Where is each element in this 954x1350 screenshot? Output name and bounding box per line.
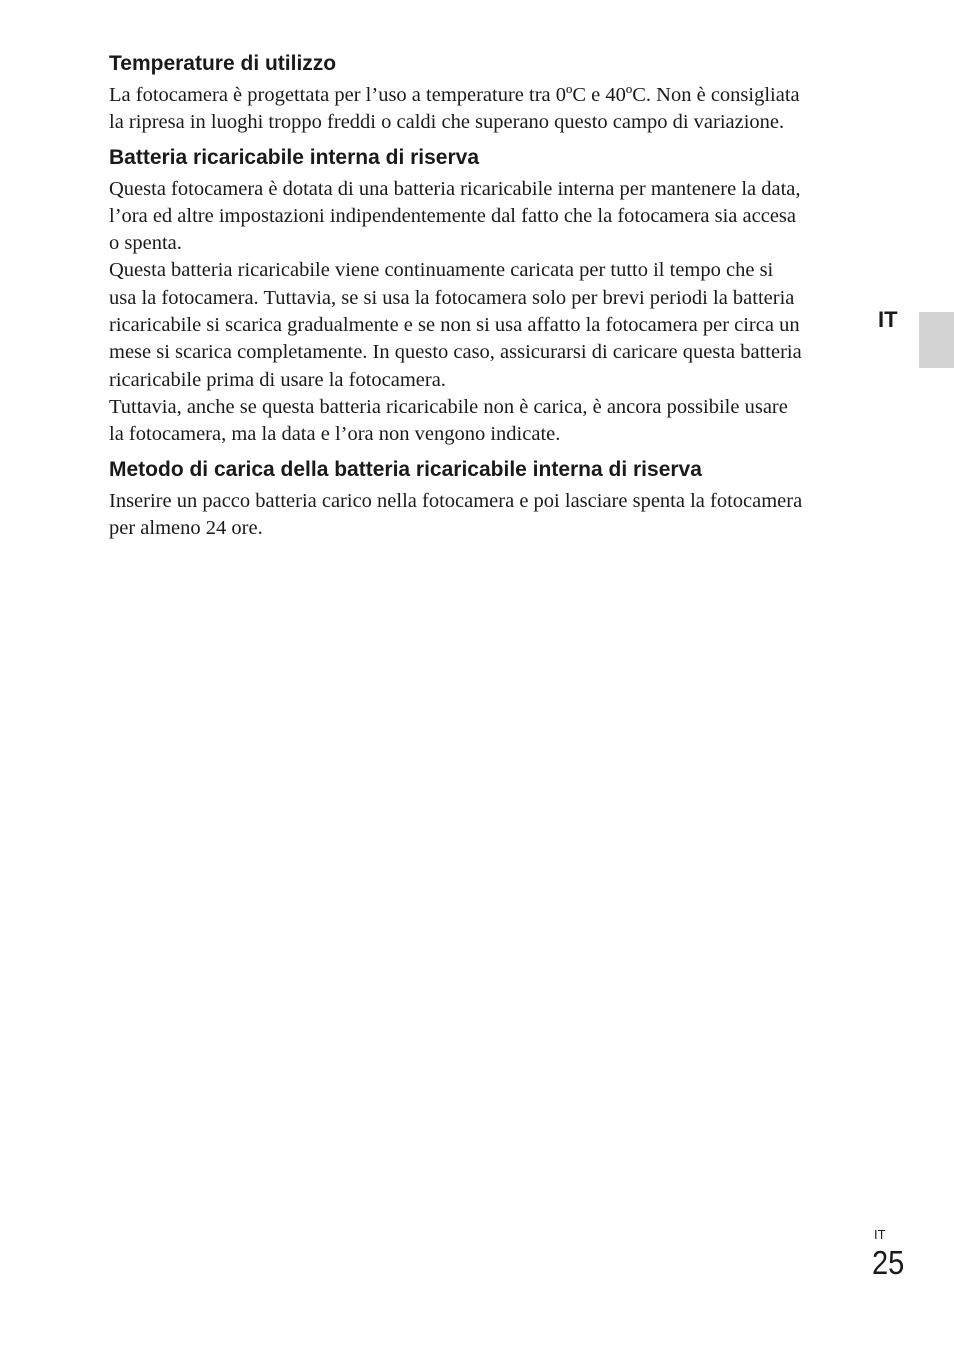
language-tab-marker (919, 312, 954, 368)
backup-battery-paragraph-2: Questa batteria ricaricabile viene continuamente caricata per tutto il tempo che si usa la fotocamera. Tuttavia, se si usa la fotocamera solo per brevi periodi la batteria ricaricabile si scarica gradualmente e se non si usa affatto la fotocamera per circa un mese si scarica completamente. In questo caso, assicurarsi di caricare questa batteria ricaricabile prima di usare la fotocamera. (109, 259, 802, 391)
operating-temperature-paragraph: La fotocamera è progettata per l’uso a temperature tra 0ºC e 40ºC. Non è consigliata la ripresa in luoghi troppo freddi o caldi che superano questo campo di variazione. (109, 84, 800, 134)
backup-battery-paragraph-3: Tuttavia, anche se questa batteria ricaricabile non è carica, è ancora possibile usare la fotocamera, ma la data e l’ora non vengono indicate. (109, 395, 788, 446)
page-number: 25 (872, 1244, 905, 1281)
language-tab-label: IT (878, 307, 898, 332)
section-heading-backup-battery: Batteria ricaricabile interna di riserva (109, 145, 480, 169)
footer-language-code: IT (874, 1227, 886, 1242)
section-heading-operating-temperature: Temperature di utilizzo (109, 52, 337, 75)
section-heading-charging-method: Metodo di carica della batteria ricaricabile interna di riserva (109, 457, 702, 481)
backup-battery-paragraph-1: Questa fotocamera è dotata di una batteria ricaricabile interna per mantenere la data, l’ora ed altre impostazioni indipendentemente dal fatto che la fotocamera sia accesa o spenta. (109, 177, 801, 255)
charging-method-paragraph: Inserire un pacco batteria carico nella fotocamera e poi lasciare spenta la fotocamera per almeno 24 ore. (109, 489, 803, 539)
page-content (109, 50, 864, 542)
